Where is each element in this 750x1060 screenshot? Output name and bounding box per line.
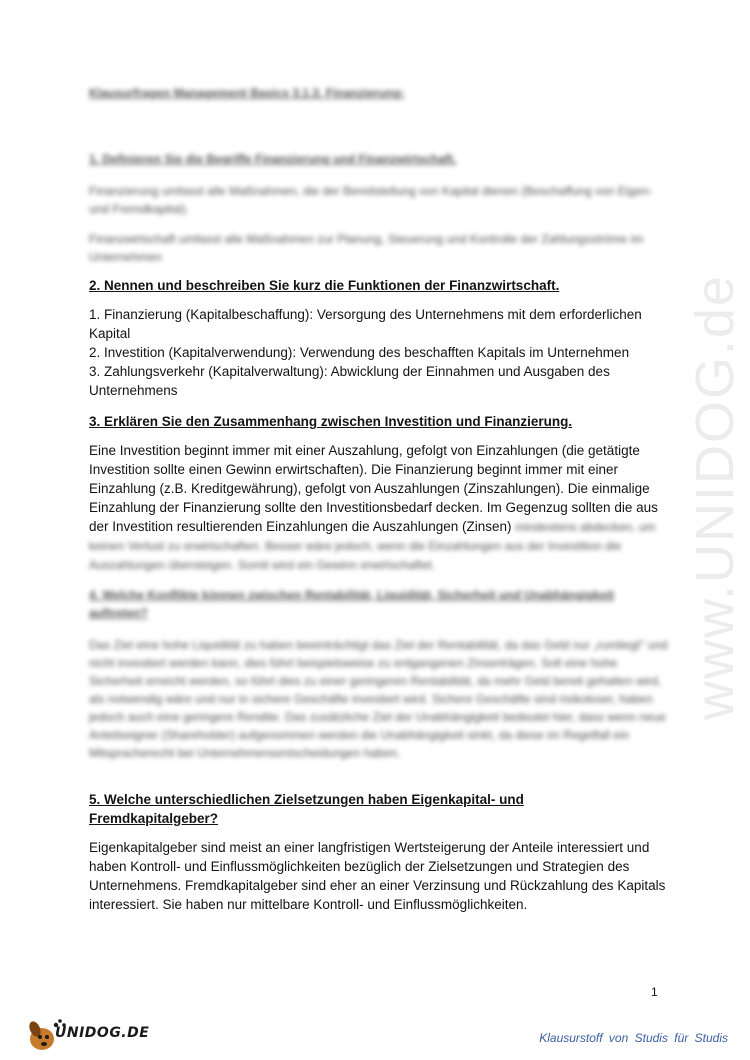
footer-slogan: Klausurstoff von Studis für Studis bbox=[539, 1031, 728, 1045]
list-item: 1. Finanzierung (Kapitalbeschaffung): Versorgung des Unternehmens mit dem erforderlichen Kapital bbox=[89, 307, 642, 341]
section-2 bbox=[89, 276, 669, 400]
section-4-paragraph: Das Ziel eine hohe Liquidität zu haben beeinträchtigt das Ziel der Rentabilität, da das Geld nur „rumliegt" und nicht investiert werden kann, dies führt beispielsweise zu entgangenen Zinserträgen. Soll eine hohe Sicherheit erreicht werden, so führt dies zu einer geringeren Rentabilität, da mehr Geld bereit gehalten wird, als notwendig wäre und nur in sichere Geschäfte investiert wird. Sichere Geschäfte sind risikoloser, haben jedoch auch eine geringere Rendite. Das zusätzliche Ziel der Unabhängigkeit bedeutet hier, dass wenn neue Anteilseigner (Shareholder) aufgenommen werden die Unabhängigkeit sinkt, da diese im Regelfall ein Mitspracherecht bei Unternehmensentscheidungen haben. bbox=[89, 638, 668, 760]
section-3-paragraph bbox=[89, 441, 669, 574]
section-3-heading: 3. Erklären Sie den Zusammenhang zwischen Investition und Finanzierung. bbox=[89, 414, 573, 429]
page-number: 1 bbox=[651, 985, 658, 999]
logo-text: UNIDOG.DE bbox=[55, 1025, 150, 1041]
section-4 bbox=[89, 586, 669, 762]
section-1-heading: 1. Definieren Sie die Begriffe Finanzierung und Finanzwirtschaft. bbox=[89, 152, 457, 166]
section-5 bbox=[89, 790, 669, 914]
section-5-heading: 5. Welche unterschiedlichen Zielsetzungen haben Eigenkapital- und Fremdkapitalgeber? bbox=[89, 792, 524, 826]
section-3 bbox=[89, 412, 669, 574]
document-body bbox=[89, 86, 669, 926]
list-item: 3. Zahlungsverkehr (Kapitalverwaltung): Abwicklung der Einnahmen und Ausgaben des Unternehmens bbox=[89, 364, 610, 398]
section-3-paragraph-blurred: mindestens abdecken, um keinen Verlust zu erwirtschaften. Besser wäre jedoch, wenn die Einzahlungen aus der Investition die Auszahlungen übersteigen. Somit wird ein Gewinn erwirtschaftet. bbox=[89, 520, 656, 572]
section-1-paragraph-1: Finanzierung umfasst alle Maßnahmen, die der Bereitstellung von Kapital dienen (Beschaffung von Eigen- und Fremdkapital). bbox=[89, 184, 653, 216]
section-5-paragraph: Eigenkapitalgeber sind meist an einer langfristigen Wertsteigerung der Anteile interessiert und haben Kontroll- und Einflussmöglichkeiten bezüglich der Zielsetzungen und Strategien des Unternehmens. Fremdkapitalgeber sind eher an einer Verzinsung und Rückzahlung des Kapitals interessiert. Sie haben nur mittelbare Kontroll- und Einflussmöglichkeiten. bbox=[89, 840, 666, 912]
section-4-heading: 4. Welche Konflikte können zwischen Rentabilität, Liquidität, Sicherheit und Unabhängigkeit auftreten? bbox=[89, 588, 615, 620]
document-title: Klausurfragen Management Basics 3.1.3. Finanzierung: bbox=[89, 86, 405, 100]
section-1-paragraph-2: Finanzwirtschaft umfasst alle Maßnahmen zur Planung, Steuerung und Kontrolle der Zahlungsströme im Unternehmen bbox=[89, 232, 644, 264]
list-item: 2. Investition (Kapitalverwendung): Verwendung des beschafften Kapitals im Unternehmen bbox=[89, 345, 630, 360]
section-2-heading: 2. Nennen und beschreiben Sie kurz die Funktionen der Finanzwirtschaft. bbox=[89, 278, 560, 293]
section-2-list bbox=[89, 305, 669, 400]
section-1 bbox=[89, 150, 669, 266]
watermark: www.UNIDOG.de bbox=[685, 273, 745, 720]
section-3-paragraph-visible: Eine Investition beginnt immer mit einer Auszahlung, gefolgt von Einzahlungen (die getätigte Investition sollte einen Gewinn erwirtschaften). Die Finanzierung beginnt immer mit einer Einzahlung (z.B. Kreditgewährung), gefolgt von Auszahlungen (Zinszahlungen). Die einmalige Einzahlung der Finanzierung sollte den Investitionsbedarf decken. Im Gegenzug sollten die aus der Investition resultierenden Einzahlungen die Auszahlungen (Zinsen) bbox=[89, 443, 658, 534]
